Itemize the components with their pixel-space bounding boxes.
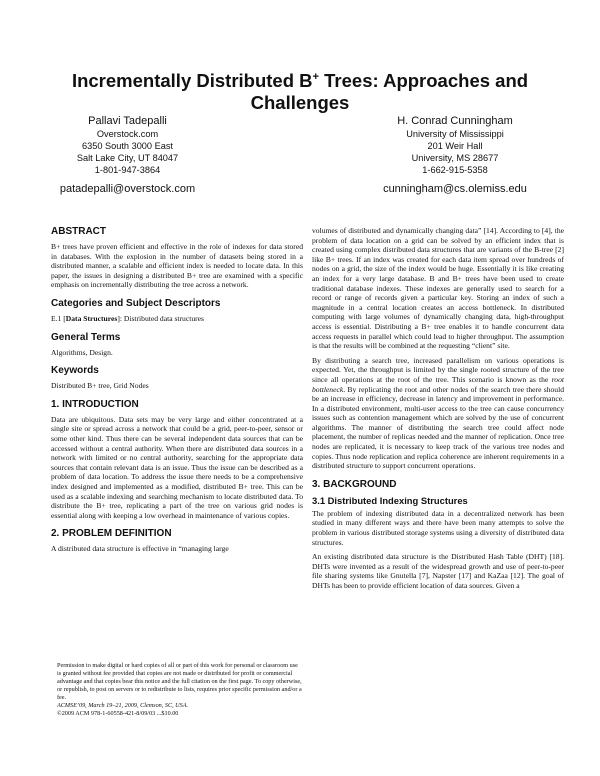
keywords-heading: Keywords (51, 365, 99, 377)
background-heading: 3. BACKGROUND (312, 478, 397, 490)
introduction-heading: 1. INTRODUCTION (51, 398, 139, 410)
author-address-line: University, MS 28677 (411, 153, 499, 163)
dht-paragraph: An existing distributed data structure is the Distributed Hash Table (DHT) [18]. DHTs were invented as a result of the widespread growth and use of peer-to-peer file sharing systems like Gnutella [7], Napster [17] and KaZaa [12]. The goal of DHTs has been to provide efficient location of data sources. Given a (312, 552, 564, 590)
general-terms-heading: General Terms (51, 331, 121, 343)
author-name: H. Conrad Cunningham (397, 115, 513, 127)
author-address-line: 201 Weir Hall (427, 141, 483, 151)
author-email: cunningham@cs.olemiss.edu (383, 183, 527, 195)
categories-text: E.1 [Data Structures]: Distributed data structures (51, 313, 204, 323)
author-name: Pallavi Tadepalli (88, 115, 167, 127)
right-column (312, 226, 564, 596)
problem-definition-heading: 2. PROBLEM DEFINITION (51, 528, 172, 540)
categories-heading: Categories and Subject Descriptors (51, 297, 221, 309)
author-block-2 (345, 114, 565, 195)
permission-notice (57, 662, 303, 718)
author-affiliation: Overstock.com (96, 129, 159, 139)
introduction-text: Data are ubiquitous. Data sets may be very large and either concentrated at a single site or spread across a network that could be a grid, peer-to-peer, sensor or some other kind. Thus there can be several independent data sources that can be accessed without a central authority. When there are distributed data sources in a network with limited or no central authority, searching for the appropriate data sources that contain relevant data is an issue. Thus the issue can be described as a problem of data location. To address the issue there needs to be a comprehensive index designed and implemented as a modified, distributed B+ tree. This can be used as a scalable indexing and searching mechanism to locate distributed data. To distribute the B+ tree, replicating a part of the tree on various grid nodes is essential along with keeping a low overhead in maintenance of various copies. (51, 414, 303, 520)
author-address-line: Salt Lake City, UT 84047 (76, 153, 179, 163)
distributed-indexing-heading: 3.1 Distributed Indexing Structures (312, 494, 468, 506)
author-address-line: 6350 South 3000 East (82, 141, 173, 151)
keywords-text: Distributed B+ tree, Grid Nodes (51, 381, 149, 391)
author-email: patadepalli@overstock.com (59, 183, 196, 195)
distribution-paragraph: By distributing a search tree, increased parallelism on various operations is expected. Yet, the throughput is limited by the single rooted structure of the tree since all operations at the root of the tree. This scenario is known as the root bottleneck. By replicating the root and other nodes of the search tree there should be an increase in efficiency, decrease in latency and improvement in performance. In a distributed environment, multi-user access to the tree can cause concurrency issues such as contention management which are solved by the use of concurrent algorithms. The manner of distributing the search tree could affect node placement, the number of replicas needed and the manner of replication. Once tree nodes are replicated, it is necessary to keep track of the various tree nodes and copies. Thus node replication and replica coherence are inherent requirements in a distributed structure to support concurrent operations. (312, 355, 564, 471)
problem-definition-text: A distributed data structure is effective in “managing large (51, 544, 229, 554)
general-terms-text: Algorithms, Design. (51, 347, 113, 357)
author-affiliation: University of Mississippi (406, 129, 504, 139)
conference-info: ACMSE’09, March 19–21, 2009, Clemson, SC, USA. (57, 702, 189, 709)
author-phone: 1-801-947-3864 (94, 165, 161, 175)
copyright-line: ©2009 ACM 978-1-60558-421-8/09/03 ...$10.00 (57, 710, 179, 717)
abstract-heading: ABSTRACT (51, 226, 106, 237)
author-block-1 (25, 114, 230, 195)
permission-text: Permission to make digital or hard copies of all or part of this work for personal or classroom use is granted without fee provided that copies are not made or distributed for profit or commercial advantage and that copies bear this notice and the full citation on the first page. To copy otherwise, or republish, to post on servers or to redistribute to lists, requires prior specific permission and/or a fee. (57, 662, 302, 701)
paper-title: Incrementally Distributed B+ Trees: Approaches and Challenges (71, 70, 529, 113)
left-column (51, 226, 303, 559)
indexing-paragraph: The problem of indexing distributed data in a decentralized network has been studied in many different ways and there have been many attempts to solve the problem in various distributed storage systems using a diversity of distributed data structures. (312, 508, 564, 547)
problem-definition-continued: volumes of distributed and dynamically changing data” [14]. According to [4], the problem of data location on a grid can be solved by an efficient index that is created using complex distributed data structures that are variants of the B-tree [2] like B+ trees. If an index was created for each data item spread over hundreds of nodes on a grid, the size of the index would be huge. Essentially it is like creating an index for a very large database. B and B+ trees have been used to create traditional database indexes. These indexes are generally used to search for a record or range of records given a particular key. Storing an index of such a magnitude in a central location creates an access bottleneck. In distributed computing with large volumes of dynamically changing data, high-throughput access is essential. Distributing a B+ tree enables it to handle concurrent data access requests in parallel which could lead to higher throughput. The assumption is that the results will be combined at the requesting “client” site. (312, 226, 564, 351)
abstract-text: B+ trees have proven efficient and effective in the role of indexes for data stored in databases. With the explosion in the number of datasets being stored in a distributed manner, a scalable and efficient index is needed to locate data. In this paper, the issues in designing a distributed B+ tree are examined with a specific emphasis on incrementally distributing the tree across a network. (51, 242, 303, 290)
author-phone: 1-662-915-5358 (422, 165, 488, 175)
